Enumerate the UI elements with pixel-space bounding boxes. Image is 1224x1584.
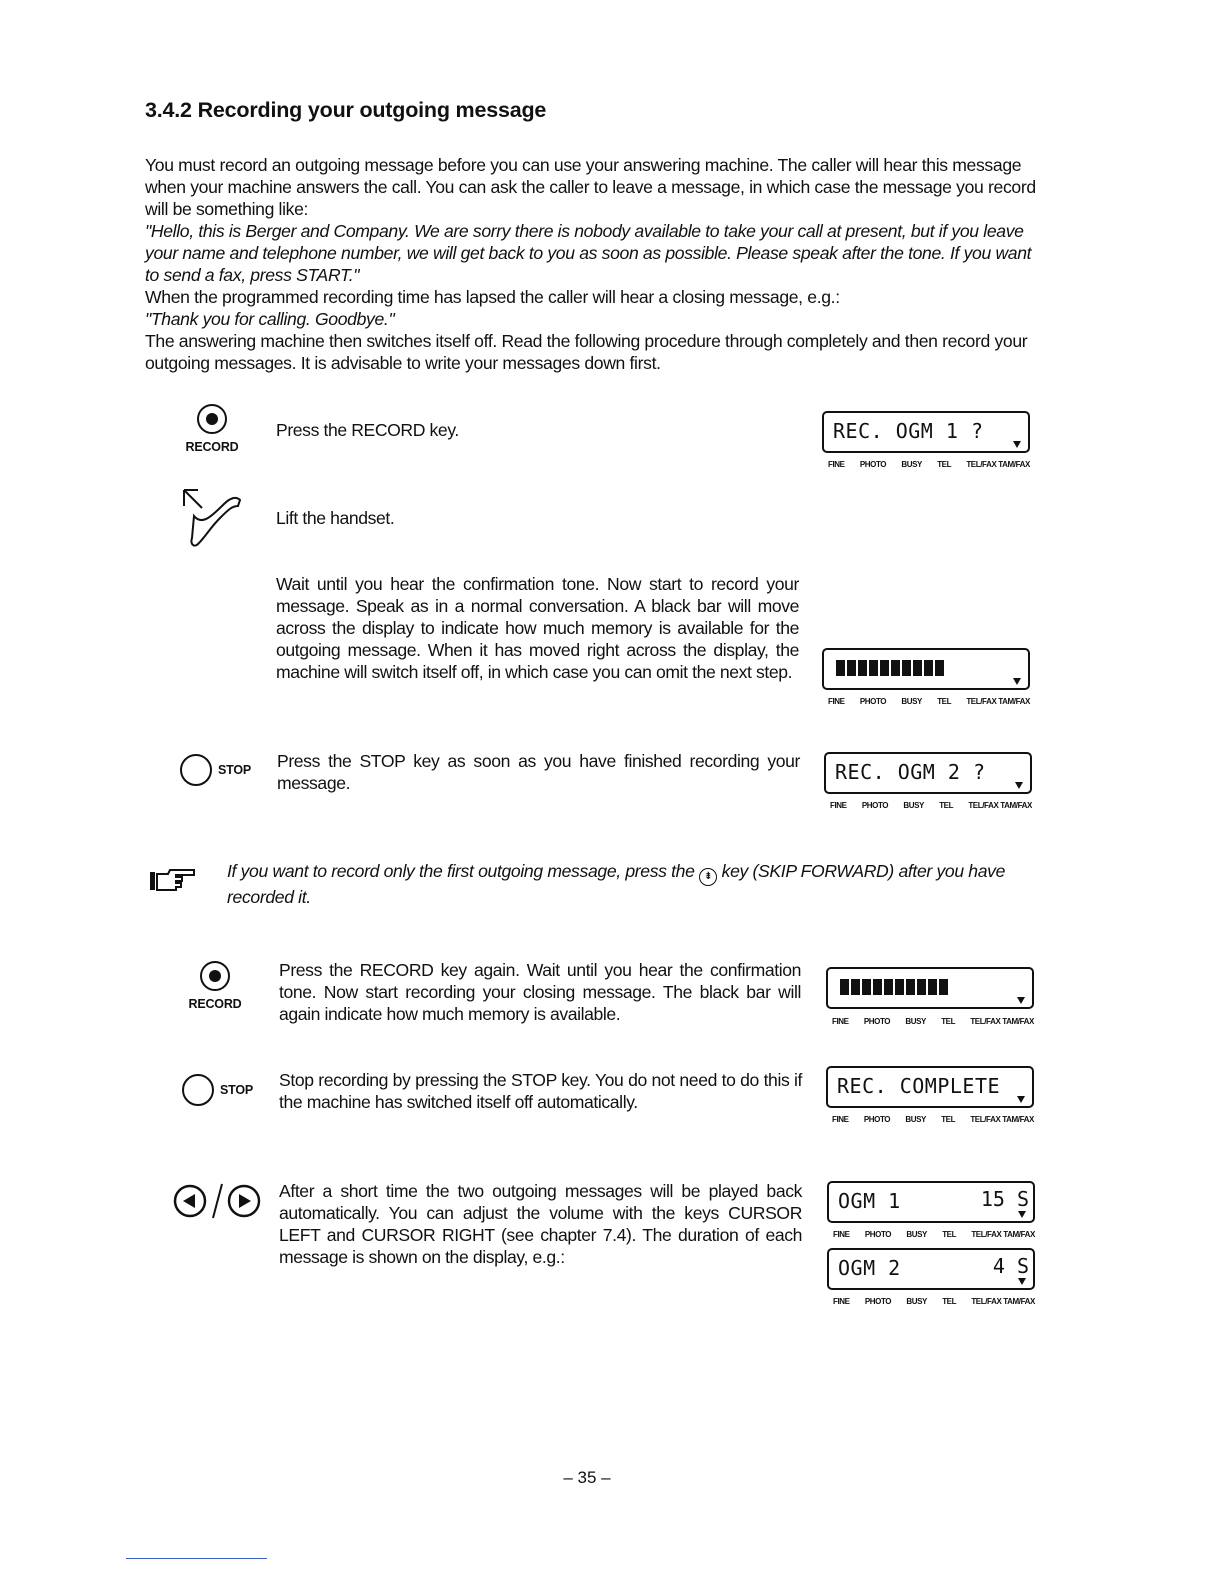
lcd-status-labels-2	[824, 697, 1032, 706]
stop-key-icon	[180, 754, 251, 786]
note-text-after: key (SKIP FORWARD) after you have recorded it.	[227, 861, 1006, 907]
lcd-label-tel: TEL	[937, 460, 952, 469]
lcd-arrow-icon	[1017, 1096, 1025, 1103]
step-3-text: Wait until you hear the confirmation tone. Now start to record your message. Speak as in a normal conversation. A black bar will move across the display to indicate how much memory is available for the outgoing message. When it has moved right across the display, the machine will switch itself off, in which case you can omit the next step.	[276, 574, 799, 682]
cursor-left-right-keys-icon	[172, 1180, 264, 1222]
lcd-label-fine: FINE	[832, 1115, 849, 1124]
lcd-status-labels-4	[828, 1017, 1036, 1026]
memory-bar	[836, 660, 944, 676]
skip-forward-key-icon: ⇟	[699, 868, 717, 886]
lcd-label-tel: TEL	[942, 1297, 957, 1306]
lcd-status-labels-6	[829, 1230, 1037, 1239]
lcd-display-ogm1-text: OGM 1	[838, 1189, 901, 1213]
lcd-label-telfax-tamfax: TEL/FAX TAM/FAX	[971, 1297, 1035, 1306]
lift-handset-icon	[180, 486, 246, 548]
stop-key-label: STOP	[218, 763, 252, 777]
step-5-text: Press the RECORD key again. Wait until you hear the confirmation tone. Now start recording your closing message. The black bar will again indicate how much memory is available.	[279, 960, 801, 1024]
intro-quote-1: "Hello, this is Berger and Company. We are sorry there is nobody available to take your call at present, but if you leave your name and telephone number, we will get back to you as soon as possible. Please speak after the tone. If you want to send a fax, press START."	[145, 221, 1032, 285]
lcd-status-labels-3	[826, 801, 1034, 810]
note-text-before: If you want to record only the first outgoing message, press the	[227, 861, 695, 881]
intro-paragraph-1: You must record an outgoing message before you can use your answering machine. The caller will hear this message when your machine answers the call. You can ask the caller to leave a message, in which case the message you record will be something like:	[145, 155, 1036, 219]
lcd-label-busy: BUSY	[905, 1115, 926, 1124]
lcd-label-fine: FINE	[833, 1297, 850, 1306]
lcd-label-busy: BUSY	[905, 1017, 926, 1026]
lcd-display-ogm2	[827, 1248, 1035, 1290]
lcd-status-labels-1	[824, 460, 1032, 469]
lcd-label-fine: FINE	[828, 697, 845, 706]
lcd-arrow-icon	[1017, 997, 1025, 1004]
record-key-icon-2	[185, 961, 245, 1011]
lcd-arrow-icon	[1015, 782, 1023, 789]
lcd-label-fine: FINE	[832, 1017, 849, 1026]
lcd-label-telfax-tamfax: TEL/FAX TAM/FAX	[966, 460, 1030, 469]
record-key-label-2: RECORD	[188, 997, 242, 1011]
lcd-label-tel: TEL	[941, 1115, 956, 1124]
lcd-arrow-icon	[1013, 678, 1021, 685]
lcd-label-telfax-tamfax: TEL/FAX TAM/FAX	[968, 801, 1032, 810]
step-2-text: Lift the handset.	[276, 508, 395, 528]
lcd-display-ogm1	[827, 1181, 1035, 1223]
pointing-hand-note-icon	[148, 866, 198, 894]
lcd-label-busy: BUSY	[906, 1230, 927, 1239]
lcd-arrow-icon	[1018, 1278, 1026, 1285]
lcd-label-telfax-tamfax: TEL/FAX TAM/FAX	[970, 1017, 1034, 1026]
lcd-label-photo: PHOTO	[864, 1297, 892, 1306]
intro-paragraph-2: When the programmed recording time has lapsed the caller will hear a closing message, e.g.:	[145, 287, 840, 307]
lcd-label-busy: BUSY	[903, 801, 924, 810]
step-7-text: After a short time the two outgoing messages will be played back automatically. You can adjust the volume with the keys CURSOR LEFT and CURSOR RIGHT (see chapter 7.4). The duration of each message is shown on the display, e.g.:	[279, 1181, 802, 1267]
lcd-arrow-icon	[1013, 441, 1021, 448]
lcd-label-tel: TEL	[942, 1230, 957, 1239]
lcd-label-photo: PHOTO	[859, 460, 887, 469]
lcd-label-photo: PHOTO	[861, 801, 889, 810]
lcd-label-photo: PHOTO	[863, 1115, 891, 1124]
lcd-display-ogm1-duration: 15 S	[980, 1187, 1029, 1211]
lcd-label-photo: PHOTO	[859, 697, 887, 706]
lcd-display-3	[826, 1066, 1034, 1108]
lcd-label-fine: FINE	[830, 801, 847, 810]
lcd-label-photo: PHOTO	[864, 1230, 892, 1239]
lcd-label-photo: PHOTO	[863, 1017, 891, 1026]
memory-bar-2	[840, 979, 948, 995]
lcd-display-3-text: REC. COMPLETE	[837, 1074, 1001, 1098]
lcd-label-telfax-tamfax: TEL/FAX TAM/FAX	[970, 1115, 1034, 1124]
lcd-label-busy: BUSY	[906, 1297, 927, 1306]
lcd-display-1-text: REC. OGM 1 ?	[833, 419, 984, 443]
note-text	[227, 860, 1037, 908]
lcd-label-busy: BUSY	[901, 697, 922, 706]
stop-key-label-2: STOP	[220, 1083, 254, 1097]
intro-paragraph-3: The answering machine then switches itself off. Read the following procedure through completely and then record your outgoing messages. It is advisable to write your messages down first.	[145, 331, 1028, 373]
lcd-display-ogm2-duration: 4 S	[992, 1254, 1029, 1278]
step-1-text: Press the RECORD key.	[276, 420, 459, 440]
lcd-status-labels-5	[828, 1115, 1036, 1124]
lcd-display-2-text: REC. OGM 2 ?	[835, 760, 986, 784]
record-key-icon	[182, 404, 242, 454]
section-heading: 3.4.2 Recording your outgoing message	[145, 98, 547, 122]
lcd-display-ogm2-text: OGM 2	[838, 1256, 901, 1280]
lcd-arrow-icon	[1018, 1211, 1026, 1218]
lcd-label-fine: FINE	[833, 1230, 850, 1239]
footer-line	[126, 1558, 267, 1559]
lcd-status-labels-7	[829, 1297, 1037, 1306]
lcd-label-tel: TEL	[941, 1017, 956, 1026]
lcd-label-busy: BUSY	[901, 460, 922, 469]
lcd-display-2	[824, 752, 1032, 794]
lcd-label-tel: TEL	[937, 697, 952, 706]
step-6-text: Stop recording by pressing the STOP key. You do not need to do this if the machine has switched itself off automatically.	[279, 1070, 802, 1112]
lcd-display-memory-bar-2	[826, 967, 1034, 1009]
lcd-label-telfax-tamfax: TEL/FAX TAM/FAX	[971, 1230, 1035, 1239]
lcd-label-tel: TEL	[939, 801, 954, 810]
lcd-label-fine: FINE	[828, 460, 845, 469]
intro-text	[145, 154, 1037, 374]
intro-quote-2: "Thank you for calling. Goodbye."	[145, 309, 395, 329]
record-key-label: RECORD	[185, 440, 239, 454]
lcd-label-telfax-tamfax: TEL/FAX TAM/FAX	[966, 697, 1030, 706]
page-number: – 35 –	[563, 1468, 611, 1487]
stop-key-icon-2	[182, 1074, 253, 1106]
lcd-display-memory-bar-1	[822, 648, 1030, 690]
step-4-text: Press the STOP key as soon as you have finished recording your message.	[277, 751, 800, 793]
lcd-display-1	[822, 411, 1030, 453]
